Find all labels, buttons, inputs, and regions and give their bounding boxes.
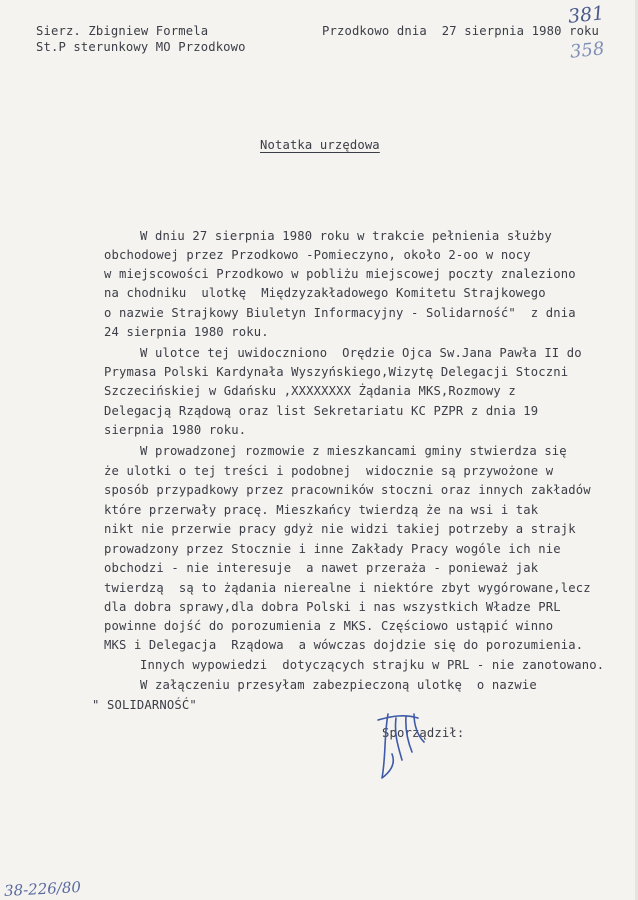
body-line: na chodniku ulotkę Międzyzakładowego Komitetu Strajkowego xyxy=(104,286,546,300)
body-line: prowadzony przez Stocznie i inne Zakłady Pracy wogóle ich nie xyxy=(104,542,561,556)
body-line: w miejscowości Przodkowo w pobliżu miejscowej poczty znaleziono xyxy=(104,267,576,281)
body-line: które przerwały pracę. Mieszkańcy twierdzą że na wsi i tak xyxy=(104,503,539,517)
body-line: obchodzi - nie interesuje a nawet przeraża - ponieważ jak xyxy=(104,561,539,575)
handwritten-page-number-alt: 358 xyxy=(568,38,606,63)
body-line: MKS i Delegacja Rządowa a wówczas dojdzie się do porozumienia. xyxy=(104,638,584,652)
document-title: Notatka urzędowa xyxy=(260,138,380,152)
handwritten-page-number: 381 xyxy=(566,2,606,28)
place-date: Przodkowo dnia 27 sierpnia 1980 roku xyxy=(322,24,600,38)
body-line: W dniu 27 sierpnia 1980 roku w trakcie pełnienia służby xyxy=(140,229,552,243)
body-line: dla dobra sprawy,dla dobra Polski i nas wszystkich Władze PRL xyxy=(104,600,561,614)
body-line: 24 sierpnia 1980 roku. xyxy=(104,325,269,339)
body-line: Prymasa Polski Kardynała Wyszyńskiego,Wizytę Delegacji Stoczni xyxy=(104,365,569,379)
body-line: W ulotce tej uwidoczniono Orędzie Ojca Sw.Jana Pawła II do xyxy=(140,346,582,360)
body-line: nikt nie przerwie pracy gdyż nie widzi takiej potrzeby a strajk xyxy=(104,522,576,536)
author-name: Sierz. Zbigniew Formela xyxy=(36,24,209,38)
body-line: sierpnia 1980 roku. xyxy=(104,423,247,437)
body-line: twierdzą są to żądania nierealne i niektóre zbyt wygórowane,lecz xyxy=(104,581,591,595)
body-line: Delegacją Rządową oraz list Sekretariatu KC PZPR z dnia 19 xyxy=(104,404,539,418)
body-line: " SOLIDARNOŚĆ" xyxy=(92,698,197,712)
signature-label: Sporządził: xyxy=(382,726,465,740)
body-line: W załączeniu przesyłam zabezpieczoną ulotkę o nazwie xyxy=(140,678,537,692)
body-line: obchodowej przez Przodkowo -Pomieczyno, około 2-oo w nocy xyxy=(104,248,531,262)
author-post: St.P sterunkowy MO Przodkowo xyxy=(36,40,246,54)
archive-mark: 38-226/80 xyxy=(3,877,82,900)
body-line: Innych wypowiedzi dotyczących strajku w PRL - nie zanotowano. xyxy=(140,658,605,672)
body-line: W prowadzonej rozmowie z mieszkancami gminy stwierdza się xyxy=(140,444,567,458)
body-line: Szczecińskiej w Gdańsku ,XXXXXXXX Żądania MKS,Rozmowy z xyxy=(104,384,516,398)
body-line: sposób przypadkowy przez pracowników stoczni oraz innych zakładów xyxy=(104,483,591,497)
handwritten-signature xyxy=(368,706,438,786)
body-line: o nazwie Strajkowy Biuletyn Informacyjny - Solidarność" z dnia xyxy=(104,306,576,320)
body-line: powinne dojść do porozumienia z MKS. Częściowo ustąpić winno xyxy=(104,619,554,633)
body-line: że ulotki o tej treści i podobnej widocznie są przywożone w xyxy=(104,464,554,478)
